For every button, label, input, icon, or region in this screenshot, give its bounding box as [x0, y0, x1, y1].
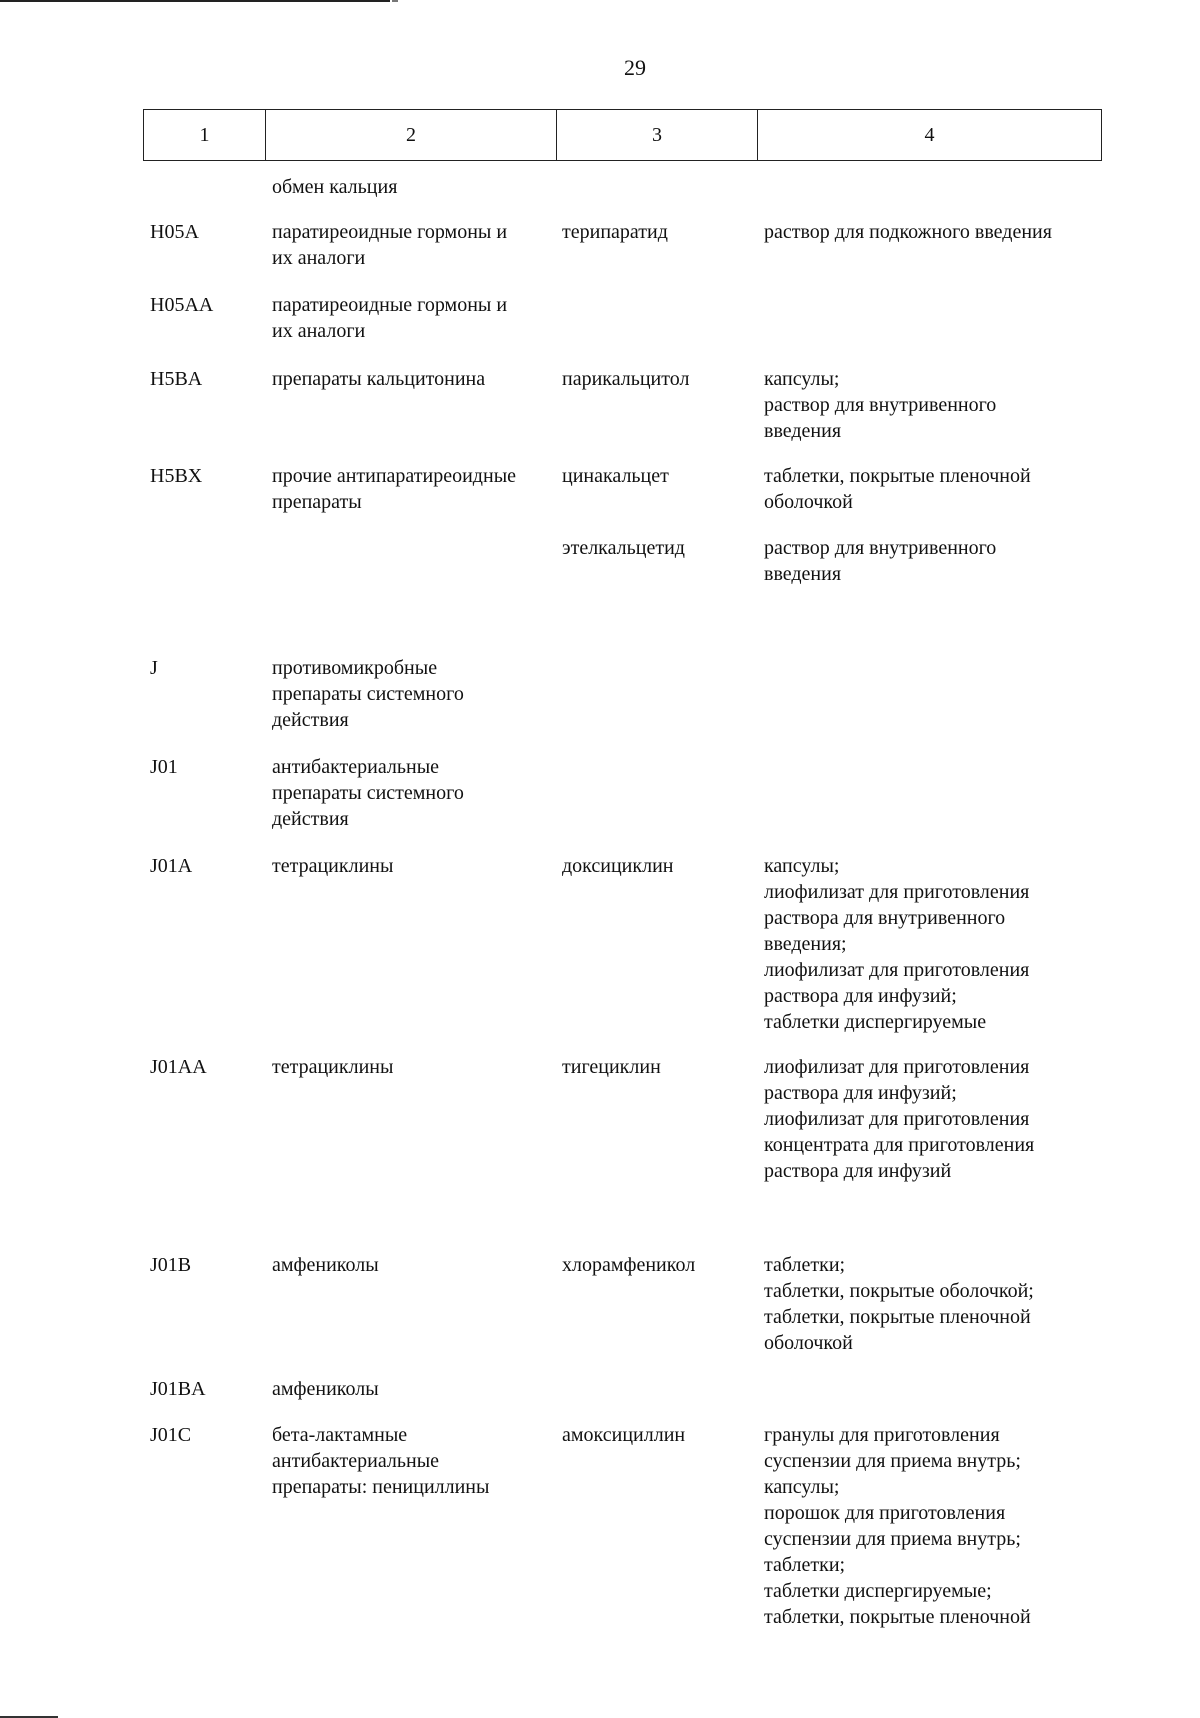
atc-code: H05AA [150, 294, 214, 316]
drug-name: амоксициллин [562, 1424, 686, 1446]
atc-code: J01B [150, 1254, 192, 1276]
drug-name: доксициклин [562, 855, 674, 877]
atc-code: J01A [150, 855, 193, 877]
pharmacological-group: прочие антипаратиреоидные препараты [272, 465, 517, 513]
drug-name: цинакальцет [562, 465, 669, 487]
column-header-4: 4 [758, 110, 1102, 161]
pharmacological-group: амфениколы [272, 1254, 379, 1276]
drug-name: тигециклин [562, 1056, 661, 1078]
pharmacological-group: противомикробные препараты системного действия [272, 657, 464, 731]
dosage-form: раствор для подкожного введения [764, 221, 1052, 243]
dosage-form: раствор для внутривенного введения [764, 537, 997, 585]
pharmacological-group: тетрациклины [272, 1056, 394, 1078]
dosage-form: капсулы; лиофилизат для приготовления раствора для внутривенного введения; лиофилизат для приготовления раствора для инфузий; таблетки диспергируемые [764, 855, 1030, 1033]
pharmacological-group: тетрациклины [272, 855, 394, 877]
column-header-1: 1 [144, 110, 266, 161]
atc-code: J01AA [150, 1056, 207, 1078]
pharmacological-group: паратиреоидные гормоны и их аналоги [272, 221, 508, 269]
pharmacological-group: паратиреоидные гормоны и их аналоги [272, 294, 508, 342]
drug-name: хлорамфеникол [562, 1254, 696, 1276]
atc-code: J [150, 657, 158, 679]
dosage-form: таблетки, покрытые пленочной оболочкой [764, 465, 1031, 513]
atc-code: J01C [150, 1424, 192, 1446]
dosage-form: лиофилизат для приготовления раствора для инфузий; лиофилизат для приготовления концентрата для приготовления раствора для инфузий [764, 1056, 1035, 1182]
dosage-form: гранулы для приготовления суспензии для приема внутрь; капсулы; порошок для приготовления суспензии для приема внутрь; таблетки; таблетки диспергируемые; таблетки, покрытые пленочной [764, 1424, 1031, 1628]
atc-code: J01BA [150, 1378, 206, 1400]
atc-code: H5BA [150, 368, 203, 390]
dosage-form: капсулы; раствор для внутривенного введения [764, 368, 997, 442]
dosage-form: таблетки; таблетки, покрытые оболочкой; таблетки, покрытые пленочной оболочкой [764, 1254, 1034, 1354]
drug-name: парикальцитол [562, 368, 690, 390]
drug-name: терипаратид [562, 221, 668, 243]
column-header-3: 3 [557, 110, 758, 161]
pharmacological-group: амфениколы [272, 1378, 379, 1400]
pharmacological-group: обмен кальция [272, 176, 398, 198]
pharmacological-group: антибактериальные препараты системного действия [272, 756, 464, 830]
pharmacological-group: бета-лактамные антибактериальные препараты: пенициллины [272, 1424, 490, 1498]
drug-name: этелкальцетид [562, 537, 685, 559]
column-header-2: 2 [266, 110, 557, 161]
page-number: 29 [624, 55, 646, 80]
pharmacological-group: препараты кальцитонина [272, 368, 486, 390]
atc-code: J01 [150, 756, 178, 778]
atc-code: H5BX [150, 465, 203, 487]
atc-code: H05A [150, 221, 199, 243]
